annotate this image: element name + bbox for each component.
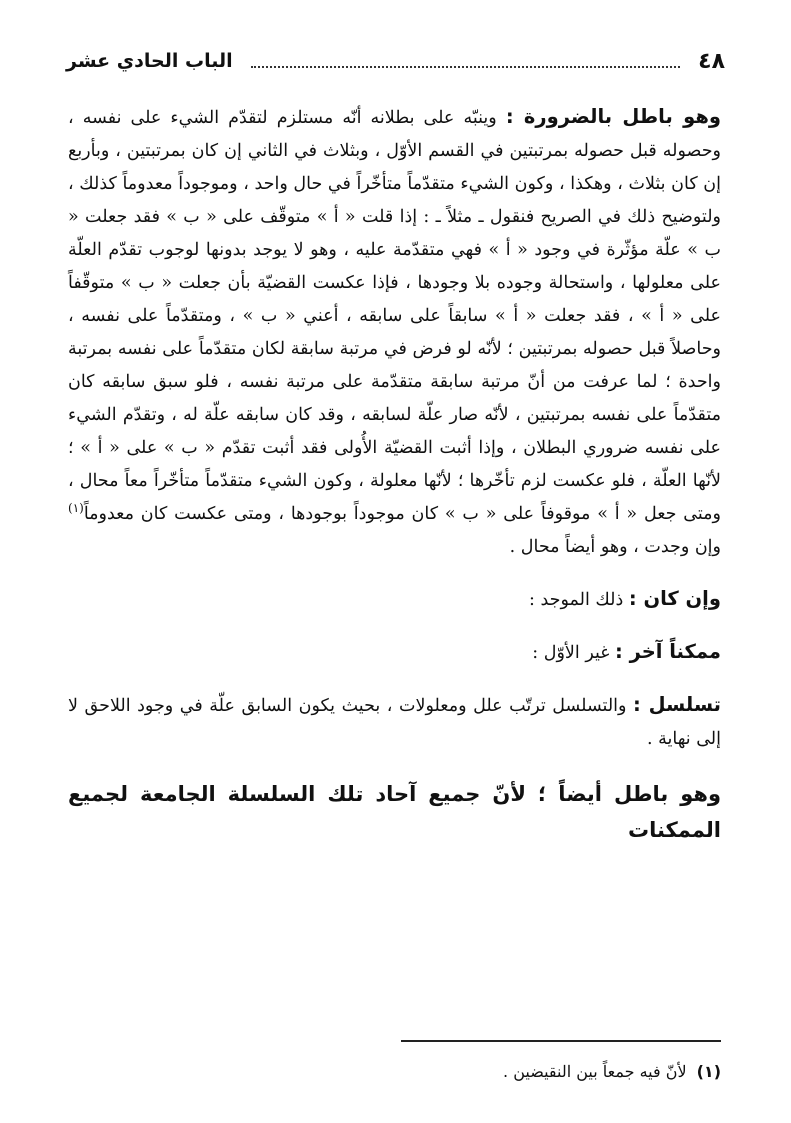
paragraph-4 [68,688,721,756]
footnote-number: (١) [696,1062,721,1081]
term-bold: وإن كان : [628,587,721,610]
footnote-reference[interactable]: (١) [68,501,84,516]
footnote-text: لأنّ فيه جمعاً بين النقيضين . [503,1062,687,1081]
term-bold: ممكناً آخر : [614,640,721,663]
paragraph-text: وينبّه على بطلانه أنّه مستلزم لتقدّم الشيء على نفسه ، وحصوله قبل حصوله بمرتبتين في القسم الأوّل ، وبثلاث في الثاني إن كان بمرتبتين ، وبأربع إن كان بثلاث ، وهكذا ، وكون الشيء متقدّماً متأخّراً في حال واحد ، وموجوداً معدوماً كذلك ، ولتوضيح ذلك في الصريح فنقول ـ مثلاً ـ : إذا قلت « أ » متوقّف على « ب » فقد جعلت « ب » علّة مؤثّرة في وجود « أ » فهي متقدّمة عليه ، وهو لا يوجد بدونها لوجوب تقدّم العلّة على معلولها ، واستحالة وجوده بلا وجودها ، فإذا عكست القضيّة بأن جعلت « ب » متوقّفاً على « أ » ، فقد جعلت « أ » سابقاً على سابقه ، أعني « ب » ، ومتقدّماً على نفسه ، وحاصلاً قبل حصوله بمرتبتين ؛ لأنّه لو فرض في مرتبة سابقة لكان متقدّماً على نفسه بمرتبة واحدة ؛ لما عرفت من أنّ مرتبة سابقة متقدّمة على مرتبة نفسه ، فلو سبق سابقه كان متقدّماً على نفسه بمرتبتين ، لأنّه صار علّة لسابقه ، وقد كان سابقه علّة له ، وتقدّم الشيء على نفسه ضروري البطلان ، وإذا أثبت القضيّة الأُولى فقد أثبت تقدّم « ب » على « أ » ؛ لأنّها العلّة ، فلو عكست لزم تأخّرها ؛ لأنّها معلولة ، وكون الشيء متقدّماً متأخّراً معاً محال ، ومتى جعل « أ » موقوفاً على « ب » كان موجوداً بوجودها ، ومتى عكست كان معدوماً [68,108,721,524]
bold-heading-line: وهو باطل أيضاً ؛ لأنّ جميع آحاد تلك السلسلة الجامعة لجميع الممكنات [68,782,721,842]
paragraph-2 [68,582,721,617]
paragraph-text: والتسلسل ترتّب علل ومعلولات ، بحيث يكون السابق علّة في وجود اللاحق لا إلى نهاية . [68,696,721,749]
footnote-separator [401,1040,721,1042]
paragraph-1 [68,100,721,564]
paragraph-text: وإن وجدت ، وهو أيضاً محال . [509,537,721,557]
running-header [66,46,725,76]
paragraph-3 [68,635,721,670]
leader-dots [251,54,681,68]
chapter-title: الباب الحادي عشر [66,50,233,72]
page-number: ٤٨ [698,48,725,74]
paragraph-text: ذلك الموجد : [529,590,629,610]
footnote [503,1062,721,1081]
term-bold: تسلسل : [633,693,721,716]
term-bold: وهو باطل بالضرورة : [505,105,721,128]
paragraph-text: غير الأوّل : [532,643,615,663]
main-text [68,100,721,848]
